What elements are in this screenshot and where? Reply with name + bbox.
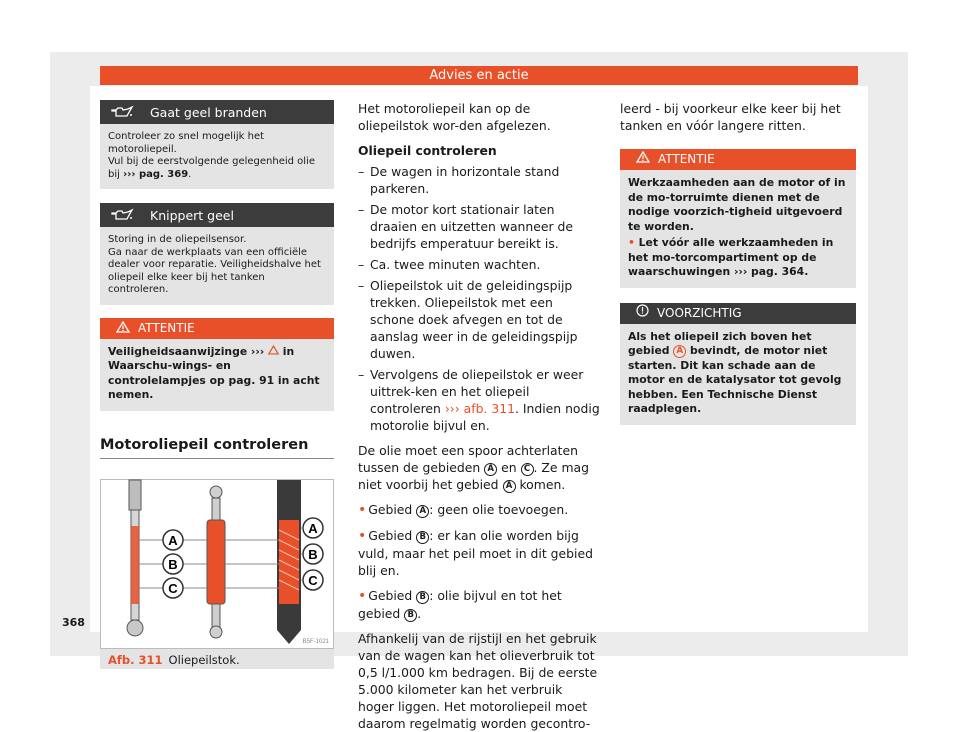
- oil-can-icon: [100, 209, 144, 221]
- indicator-line: Controleer zo snel mogelijk het motoroliepeil.: [108, 131, 265, 155]
- column-left: [100, 100, 334, 669]
- mark-a: A: [484, 463, 497, 476]
- bullet-dot-icon: •: [358, 588, 367, 604]
- step-text: Vervolgens de oliepeilstok er weer uittrek-ken en het oliepeil controleren: [370, 367, 584, 416]
- indicator-text: Vul bij de eerstvolgende gelegenheid olie bij: [108, 156, 315, 180]
- step-text: De wagen in horizontale stand parkeren.: [370, 164, 560, 196]
- mark-a: A: [503, 480, 516, 493]
- oil-can-icon: [100, 106, 144, 118]
- mark-a-left: [163, 530, 183, 550]
- mark-a: A: [673, 345, 686, 358]
- page-reference-link[interactable]: ››› pag. 364: [733, 265, 805, 278]
- indicator-text: .: [188, 168, 192, 180]
- indicator-bar-steady: [100, 100, 334, 124]
- step-item: – De motor kort stationair laten draaien en uitzetten wanneer de bedrijfs emperatuur bereikt is.: [358, 201, 600, 252]
- bullet-item: • Gebied A : geen olie toevoegen.: [358, 502, 569, 518]
- figure-label: Afb. 311: [108, 652, 163, 667]
- mark-b-left: [163, 554, 183, 574]
- step-text: Oliepeilstok uit de geleidingspijp trekken. Oliepeilstok met een schone doek afvegen en tot de aanslag weer in de geleidingspijp duwen.: [370, 278, 578, 361]
- content-area: [90, 86, 868, 731]
- indicator-title: Knippert geel: [150, 207, 234, 223]
- mark-b: B: [404, 609, 417, 622]
- column-middle: [358, 100, 600, 732]
- bullet-dot-icon: •: [358, 528, 367, 544]
- step-text: Ca. twee minuten wachten.: [370, 257, 541, 272]
- warning-title: ATTENTIE: [138, 321, 195, 335]
- bullet-dot-icon: •: [628, 236, 639, 249]
- step-item: – De wagen in horizontale stand parkeren.: [358, 163, 600, 197]
- warning-header: [620, 149, 856, 170]
- step-text: De motor kort stationair laten draaien en uitzetten wanneer de bedrijfs emperatuur bereikt is.: [370, 202, 574, 251]
- svg-text:A: A: [168, 532, 178, 548]
- indicator-bar-flashing: [100, 203, 334, 227]
- svg-text:B: B: [308, 546, 318, 562]
- step-text: . Indien nodig motorolie bijvul en.: [370, 401, 600, 433]
- section-title: Motoroliepeil controleren: [100, 437, 334, 459]
- caution-body: Als het oliepeil zich boven het gebied A bevindt, de motor niet starten. Dit kan schade aan de motor en de katalysator tot gevolg hebben. Een Technische Dienst raadplegen.: [620, 324, 856, 425]
- figure-caption: [100, 649, 334, 669]
- svg-text:C: C: [168, 580, 178, 596]
- figure-reference-link[interactable]: ››› afb. 311: [444, 401, 515, 416]
- caution-header: [620, 303, 856, 324]
- bullet-dot-icon: •: [358, 502, 367, 518]
- warning-text: Veiligheidsaanwijzinge ›››: [108, 344, 265, 358]
- warning-bullet: • Let vóór alle werkzaamheden in het mo-torcompartiment op de waarschuwingen ››› pag. 364.: [628, 236, 834, 278]
- svg-text:A: A: [308, 520, 318, 536]
- page-reference-link[interactable]: ››› pag. 369: [123, 168, 189, 180]
- indicator-title: Gaat geel branden: [150, 104, 267, 120]
- mark-a: A: [416, 505, 429, 518]
- indicator-description: [100, 124, 334, 189]
- warning-text: Werkzaamheden aan de motor of in de mo-torruimte dienen met de nodige voorzich-tigheid uitgevoerd te worden.: [628, 176, 846, 233]
- info-circle-icon: [636, 304, 649, 322]
- warning-triangle-icon: [268, 345, 279, 358]
- continuation-paragraph: leerd - bij voorkeur elke keer bij het tanken en vóór langere ritten.: [620, 101, 841, 133]
- svg-text:B: B: [168, 556, 178, 572]
- mark-a-right: [303, 518, 323, 538]
- page-number: 368: [62, 616, 85, 629]
- bullet-item: • Gebied B : olie bijvul en tot het gebied B .: [358, 588, 562, 621]
- page-header: Advies en actie: [100, 66, 858, 85]
- indicator-line: Ga naar de werkplaats van een officiële dealer voor reparatie. Veiligheidshalve het oliepeil elke keer bij het tanken controleren.: [108, 246, 321, 295]
- step-item: – Oliepeilstok uit de geleidingspijp trekken. Oliepeilstok met een schone doek afvegen en tot de aanslag weer in de geleidingspijp duwen.: [358, 277, 600, 362]
- svg-text:C: C: [308, 572, 318, 588]
- step-item: – Ca. twee minuten wachten.: [358, 257, 541, 272]
- indicator-description: [100, 227, 334, 305]
- warning-body: [100, 339, 334, 411]
- warning-box: [100, 318, 334, 411]
- warning-body: [620, 170, 856, 288]
- intro-paragraph: Het motoroliepeil kan op de oliepeilstok wor-den afgelezen.: [358, 101, 551, 133]
- mark-b-right: [303, 544, 323, 564]
- warning-box: [620, 149, 856, 288]
- figure-caption-text: Oliepeilstok.: [168, 652, 240, 667]
- mark-b: B: [416, 531, 429, 544]
- warning-triangle-icon: [636, 151, 650, 168]
- caution-title: VOORZICHTIG: [657, 305, 742, 320]
- mark-c-left: [163, 578, 183, 598]
- caution-box: [620, 303, 856, 425]
- subheading: Oliepeil controleren: [358, 143, 497, 158]
- oil-range-paragraph: De olie moet een spoor achterlaten tussen de gebieden A en C . Ze mag niet voorbij het gebied A komen.: [358, 443, 589, 492]
- consumption-paragraph: Afhankelij van de rijstijl en het gebruik van de wagen kan het olieverbruik tot 0,5 l/1.000 km bedragen. Bij de eerste 5.000 kilometer kan het verbruik hoger liggen. Het motoroliepeil moet daarom regelmatig worden gecontro-: [358, 631, 598, 731]
- mark-c: C: [521, 463, 534, 476]
- bullet-item: • Gebied B : er kan olie worden bijg vuld, maar het peil moet in dit gebied blij en.: [358, 528, 593, 578]
- indicator-line: [108, 156, 326, 181]
- warning-title: ATTENTIE: [658, 152, 715, 166]
- column-right: [620, 100, 856, 425]
- step-item: – Vervolgens de oliepeilstok er weer uittrek-ken en het oliepeil controleren ››› afb. 311. Indien nodig motorolie bijvul en.: [358, 367, 600, 433]
- dipstick-figure: [100, 479, 334, 649]
- warning-header: [100, 318, 334, 339]
- indicator-line: Storing in de oliepeilsensor.: [108, 234, 247, 245]
- warning-triangle-icon: [116, 321, 130, 336]
- mark-c-right: [303, 570, 323, 590]
- warning-text: in Waarschu-wings- en controlelampjes op pag. 91 in acht nemen.: [108, 344, 320, 401]
- dipstick-illustration: [101, 480, 333, 648]
- figure-code: B5F-1021: [302, 638, 329, 645]
- mark-b: B: [416, 591, 429, 604]
